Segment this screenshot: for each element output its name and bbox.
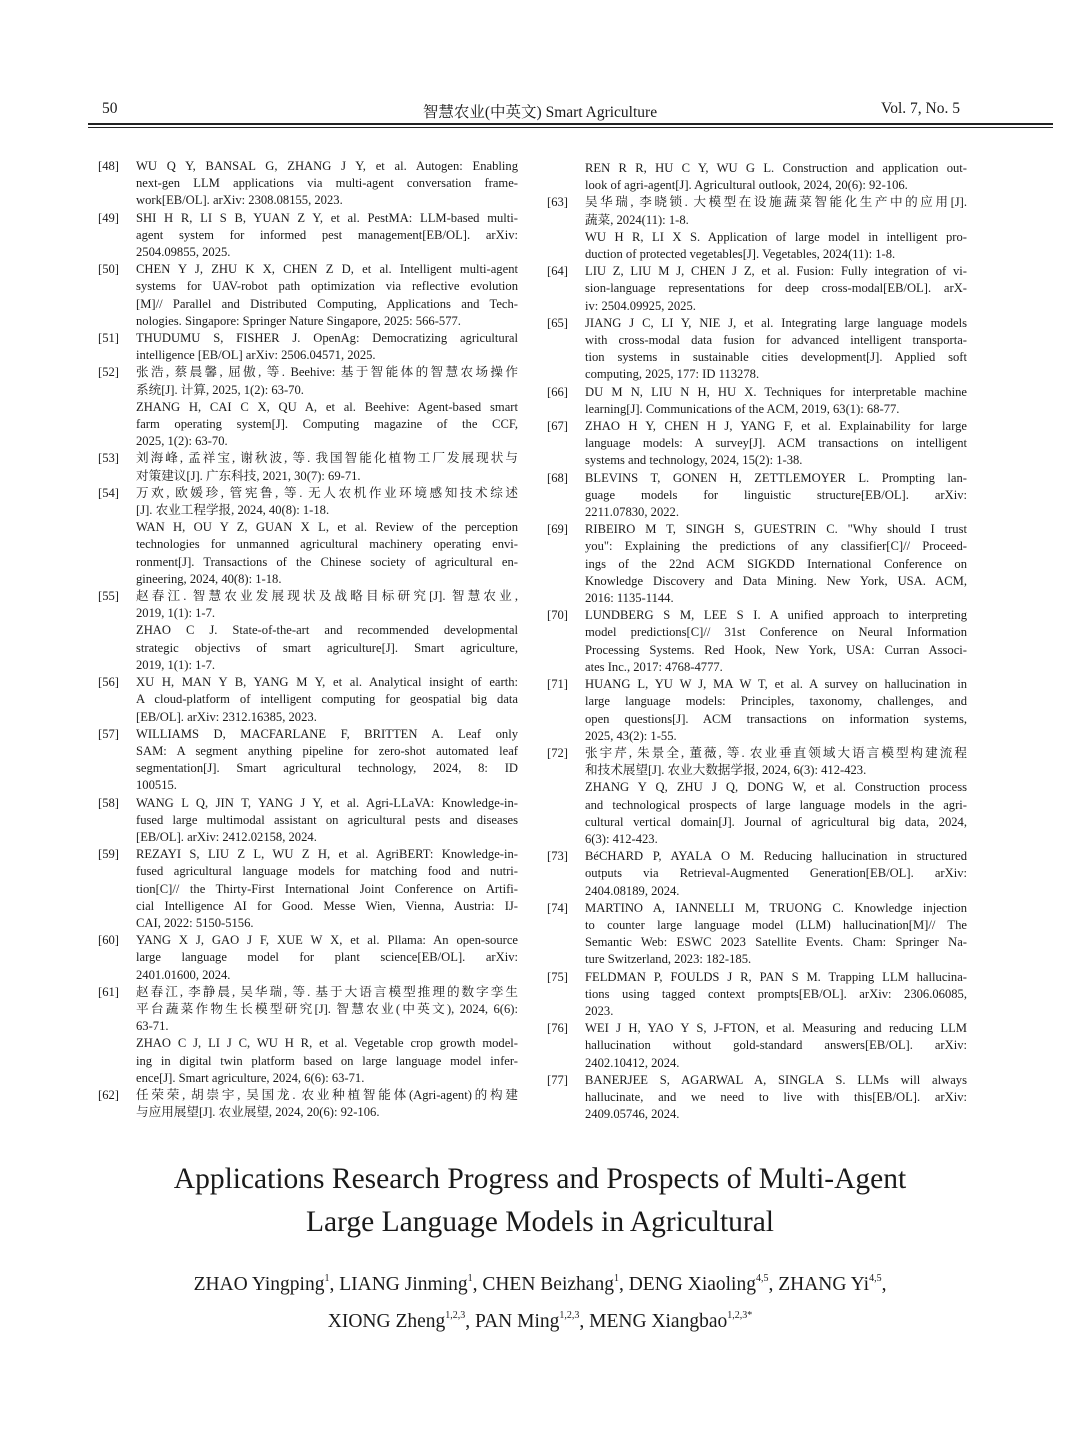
- reference-text: [585, 745, 967, 848]
- reference-line: MARTINO A, IANNELLI M, TRUONG C. Knowledge injection: [585, 900, 967, 915]
- reference-item: [98, 795, 518, 847]
- author-name: LIANG Jinming: [339, 1274, 468, 1295]
- reference-line: ings of the 22nd ACM SIGKDD International Conference on: [585, 556, 967, 571]
- reference-text: [585, 470, 967, 522]
- reference-number: [76]: [547, 1021, 568, 1036]
- reference-text: [585, 848, 967, 900]
- reference-line: systems for UAV-robot path optimization via reflective evolution: [136, 279, 518, 294]
- reference-line: work[EB/OL]. arXiv: 2308.08155, 2023.: [136, 193, 343, 208]
- reference-line: computing, 2025, 177: ID 113278.: [585, 367, 760, 382]
- reference-text: [585, 160, 967, 194]
- reference-line: fused agricultural language models for matching food and nutri-: [136, 864, 518, 879]
- reference-line: 对策建议[J]. 广东科技, 2021, 30(7): 69-71.: [136, 468, 361, 483]
- reference-line: gineering, 2024, 40(8): 1-18.: [136, 571, 282, 586]
- reference-item: [547, 607, 967, 676]
- reference-text: [585, 607, 967, 676]
- reference-number: [55]: [98, 589, 119, 604]
- reference-item: [547, 263, 967, 315]
- reference-line: WANG L Q, JIN T, YANG J Y, et al. Agri-LLaVA: Knowledge-in-: [136, 795, 518, 810]
- reference-line: technologies for unmanned agricultural machinery operating envi-: [136, 537, 518, 552]
- reference-line: hallucinate, and we need to live with this[EB/OL]. arXiv:: [585, 1089, 967, 1104]
- reference-text: [136, 210, 518, 262]
- reference-line: large language model for plant science[EB/OL]. arXiv:: [136, 950, 518, 965]
- author-name: PAN Ming: [475, 1311, 560, 1332]
- reference-text: [585, 418, 967, 470]
- reference-line: ZHAO C J, LI J C, WU H R, et al. Vegetable crop growth model-: [136, 1036, 518, 1051]
- reference-number: [68]: [547, 470, 568, 485]
- reference-number: [67]: [547, 419, 568, 434]
- reference-line: BANERJEE S, AGARWAL A, SINGLA S. LLMs will always: [585, 1072, 967, 1087]
- reference-line: cial Intelligence AI for Good. Messe Wien, Vienna, Austria: IJ-: [136, 898, 518, 913]
- reference-line: FELDMAN P, FOULDS J R, PAN S M. Trapping LLM hallucina-: [585, 969, 967, 984]
- author-separator: ,: [618, 1274, 629, 1295]
- reference-line: SHI H R, LI S B, YUAN Z Y, et al. PestMA: LLM-based multi-: [136, 210, 518, 225]
- reference-line: WILLIAMS D, MACFARLANE F, BRITTEN A. Leaf only: [136, 726, 518, 741]
- reference-line: sion-language representations for deep cross-modal[EB/OL]. arX-: [585, 281, 967, 296]
- reference-line: farm operating system[J]. Computing magazine of the CCF,: [136, 417, 518, 432]
- author-line-2: [0, 1300, 1080, 1337]
- reference-text: [585, 194, 967, 263]
- references-right-column: [547, 160, 967, 1123]
- reference-line: 2025, 1(2): 63-70.: [136, 434, 228, 449]
- reference-item: [98, 726, 518, 795]
- reference-number: [74]: [547, 900, 568, 915]
- reference-item: [98, 588, 518, 674]
- reference-number: [50]: [98, 262, 119, 277]
- reference-item: [547, 1020, 967, 1072]
- reference-line: large language models: Principles, taxonomy, challenges, and: [585, 694, 967, 709]
- reference-text: [136, 1087, 518, 1121]
- reference-text: [585, 1020, 967, 1072]
- author-name: DENG Xiaoling: [628, 1274, 756, 1295]
- reference-line: 2401.01600, 2024.: [136, 967, 231, 982]
- reference-line: ZHANG Y Q, ZHU J Q, DONG W, et al. Construction process: [585, 780, 967, 795]
- reference-line: model predictions[C]// 31st Conference on Neural Information: [585, 625, 967, 640]
- reference-text: [136, 588, 518, 674]
- volume-issue: Vol. 7, No. 5: [881, 100, 960, 117]
- reference-item: [547, 160, 967, 194]
- reference-line: 蔬菜, 2024(11): 1-8.: [585, 212, 689, 227]
- reference-item: [98, 364, 518, 450]
- reference-line: to counter large language model (LLM) hallucination[M]// The: [585, 917, 967, 932]
- reference-line: WU H R, LI X S. Application of large model in intelligent pro-: [585, 229, 967, 244]
- reference-line: 2016: 1135-1144.: [585, 591, 674, 606]
- reference-number: [69]: [547, 522, 568, 537]
- reference-line: 100515.: [136, 778, 177, 793]
- reference-line: Semantic Web: ESWC 2023 Satellite Events. Cham: Springer Na-: [585, 935, 967, 950]
- page-number: 50: [102, 100, 118, 117]
- reference-item: [547, 521, 967, 607]
- reference-line: tion systems in sustainable cities development[J]. Applied soft: [585, 350, 967, 365]
- author-separator: ,: [579, 1311, 590, 1332]
- author-affiliation: 1: [324, 1273, 330, 1284]
- reference-item: [98, 846, 518, 932]
- reference-item: [98, 330, 518, 364]
- running-header: [0, 98, 1080, 122]
- reference-number: [53]: [98, 451, 119, 466]
- reference-item: [547, 194, 967, 263]
- header-rule-thick: [88, 123, 1053, 125]
- reference-item: [547, 384, 967, 418]
- reference-line: [EB/OL]. arXiv: 2312.16385, 2023.: [136, 709, 317, 724]
- reference-line: JIANG J C, LI Y, NIE J, et al. Integrating large language models: [585, 315, 967, 330]
- reference-line: 张宇芹, 朱景全, 董薇, 等. 农业垂直领域大语言模型构建流程: [585, 745, 967, 760]
- reference-text: [585, 315, 967, 384]
- reference-line: [J]. 农业工程学报, 2024, 40(8): 1-18.: [136, 503, 330, 518]
- author-separator: ,: [465, 1311, 476, 1332]
- reference-number: [52]: [98, 365, 119, 380]
- reference-item: [98, 450, 518, 484]
- reference-number: [73]: [547, 849, 568, 864]
- reference-text: [136, 932, 518, 984]
- reference-item: [547, 745, 967, 848]
- author-separator: ,: [472, 1274, 483, 1295]
- reference-line: learning[J]. Communications of the ACM, 2019, 63(1): 68-77.: [585, 401, 900, 416]
- reference-line: CAI, 2022: 5150-5156.: [136, 915, 254, 930]
- reference-item: [98, 158, 518, 210]
- reference-line: 张浩, 蔡晨馨, 屈傲, 等. Beehive: 基于智能体的智慧农场操作: [136, 365, 518, 380]
- reference-line: 2402.10412, 2024.: [585, 1055, 680, 1070]
- reference-item: [547, 900, 967, 969]
- reference-line: 2211.07830, 2022.: [585, 505, 679, 520]
- reference-line: next-gen LLM applications via multi-agent conversation frame-: [136, 176, 518, 191]
- reference-line: RIBEIRO M T, SINGH S, GUESTRIN C. "Why should I trust: [585, 522, 967, 537]
- reference-text: [585, 263, 967, 315]
- reference-number: [62]: [98, 1087, 119, 1102]
- reference-line: duction of protected vegetables[J]. Vegetables, 2024(11): 1-8.: [585, 247, 896, 262]
- reference-line: systems and technology, 2024, 15(2): 1-38.: [585, 453, 803, 468]
- reference-number: [58]: [98, 795, 119, 810]
- reference-line: WAN H, OU Y Z, GUAN X L, et al. Review of the perception: [136, 520, 518, 535]
- author-list: [0, 1263, 1080, 1337]
- reference-line: open questions[J]. ACM transactions on information systems,: [585, 711, 967, 726]
- reference-number: [61]: [98, 984, 119, 999]
- reference-line: 2019, 1(1): 1-7.: [136, 657, 216, 672]
- author-affiliation: 4,5: [869, 1273, 882, 1284]
- reference-line: WEI J H, YAO Y S, J-FTON, et al. Measuring and reducing LLM: [585, 1021, 967, 1036]
- reference-text: [585, 676, 967, 745]
- reference-line: 和技术展望[J]. 农业大数据学报, 2024, 6(3): 412-423.: [585, 763, 867, 778]
- reference-line: strategic objectivs of smart agriculture[J]. Smart agriculture,: [136, 640, 518, 655]
- reference-item: [98, 674, 518, 726]
- reference-text: [585, 900, 967, 969]
- reference-item: [98, 932, 518, 984]
- author-affiliation: 1: [467, 1273, 473, 1284]
- references-left-column: [98, 158, 518, 1121]
- reference-line: hallucination without gold-standard answers[EB/OL]. arXiv:: [585, 1038, 967, 1053]
- reference-line: 赵春江. 智慧农业发展现状及战略目标研究[J]. 智慧农业,: [136, 589, 518, 604]
- reference-line: 与应用展望[J]. 农业展望, 2024, 20(6): 92-106.: [136, 1105, 380, 1120]
- reference-line: 63-71.: [136, 1019, 169, 1034]
- reference-item: [547, 969, 967, 1021]
- reference-line: look of agri-agent[J]. Agricultural outlook, 2024, 20(6): 92-106.: [585, 178, 908, 193]
- reference-text: [136, 450, 518, 484]
- reference-line: Knowledge Discovery and Data Mining. New York, USA. ACM,: [585, 573, 967, 588]
- reference-line: SAM: A segment anything pipeline for zero-shot automated leaf: [136, 743, 518, 758]
- reference-text: [136, 158, 518, 210]
- reference-line: guage models for linguistic structure[EB/OL]. arXiv:: [585, 487, 967, 502]
- reference-text: [136, 261, 518, 330]
- reference-line: ture Switzerland, 2023: 182-185.: [585, 952, 752, 967]
- author-name: ZHAO Yingping: [193, 1274, 325, 1295]
- author-affiliation: 1,2,3: [445, 1310, 466, 1321]
- reference-text: [585, 1072, 967, 1124]
- reference-number: [63]: [547, 195, 568, 210]
- reference-line: ZHANG H, CAI C X, QU A, et al. Beehive: Agent-based smart: [136, 399, 518, 414]
- reference-number: [48]: [98, 159, 119, 173]
- reference-text: [136, 795, 518, 847]
- reference-line: 2023.: [585, 1003, 614, 1018]
- reference-line: fused large multimodal assistant on agricultural pests and diseases: [136, 812, 518, 827]
- author-affiliation: 4,5: [755, 1273, 769, 1284]
- author-separator: ,: [329, 1274, 340, 1295]
- reference-line: cultural vertical domain[J]. Journal of agricultural big data, 2024,: [585, 814, 967, 829]
- reference-line: ronment[J]. Transactions of the Chinese society of agricultural en-: [136, 554, 518, 569]
- reference-item: [547, 676, 967, 745]
- author-name: MENG Xiangbao: [589, 1311, 728, 1332]
- reference-item: [98, 261, 518, 330]
- reference-number: [56]: [98, 675, 119, 690]
- reference-line: THUDUMU S, FISHER J. OpenAg: Democratizing agricultural: [136, 331, 518, 346]
- author-affiliation: 1,2,3*: [727, 1310, 753, 1321]
- reference-item: [98, 210, 518, 262]
- reference-line: HUANG L, YU W J, MA W T, et al. A survey on hallucination in: [585, 677, 967, 692]
- reference-line: agent system for informed pest management[EB/OL]. arXiv:: [136, 227, 518, 242]
- reference-line: DU M N, LIU N H, HU X. Techniques for interpretable machine: [585, 384, 967, 399]
- author-affiliation: 1,2,3: [559, 1310, 580, 1321]
- reference-line: [EB/OL]. arXiv: 2412.02158, 2024.: [136, 829, 317, 844]
- reference-number: [51]: [98, 331, 119, 346]
- reference-text: [136, 330, 518, 364]
- reference-text: [136, 485, 518, 588]
- reference-line: and technological prospects of large language models in the agri-: [585, 797, 967, 812]
- author-separator: ,: [881, 1274, 887, 1295]
- reference-item: [98, 485, 518, 588]
- paper-title-line-2: Large Language Models in Agricultural: [305, 1206, 775, 1238]
- reference-text: [136, 846, 518, 932]
- paper-title: [0, 1158, 1080, 1244]
- reference-line: 刘海峰, 孟祥宝, 谢秋波, 等. 我国智能化植物工厂发展现状与: [136, 451, 518, 466]
- reference-line: A cloud-platform of intelligent computing for geospatial big data: [136, 692, 518, 707]
- reference-line: BLEVINS T, GONEN H, ZETTLEMOYER L. Prompting lan-: [585, 470, 967, 485]
- reference-text: [585, 384, 967, 418]
- reference-number: [49]: [98, 210, 119, 225]
- reference-line: language models: A survey[J]. ACM transactions on intelligent: [585, 436, 967, 451]
- reference-item: [547, 848, 967, 900]
- reference-line: tion[C]// the Thirty-First International Joint Conference on Artifi-: [136, 881, 518, 896]
- reference-line: tions using tagged context prompts[EB/OL]. arXiv: 2306.06085,: [585, 986, 967, 1001]
- paper-title-line-1: Applications Research Progress and Prospects of Multi-Agent: [173, 1163, 907, 1195]
- reference-text: [585, 969, 967, 1021]
- reference-number: [59]: [98, 847, 119, 862]
- reference-number: [72]: [547, 745, 568, 760]
- reference-item: [547, 1072, 967, 1124]
- reference-number: [547, 160, 585, 194]
- author-separator: ,: [768, 1274, 779, 1295]
- reference-line: 2404.08189, 2024.: [585, 883, 680, 898]
- reference-line: segmentation[J]. Smart agricultural technology, 2024, 8: ID: [136, 761, 518, 776]
- reference-line: ing in digital twin platform based on large language model infer-: [136, 1053, 518, 1068]
- author-name: ZHANG Yi: [778, 1274, 870, 1295]
- reference-number: [54]: [98, 485, 119, 500]
- reference-line: with cross-modal data fusion for advanced intelligent transporta-: [585, 333, 967, 348]
- reference-number: [71]: [547, 677, 568, 692]
- reference-text: [136, 674, 518, 726]
- reference-line: you": Explaining the predictions of any classifier[C]// Proceed-: [585, 539, 967, 554]
- reference-line: ZHAO C J. State-of-the-art and recommended developmental: [136, 623, 518, 638]
- reference-line: intelligence [EB/OL] arXiv: 2506.04571, 2025.: [136, 348, 376, 363]
- reference-number: [57]: [98, 726, 119, 741]
- reference-item: [547, 470, 967, 522]
- reference-line: ates Inc., 2017: 4768-4777.: [585, 659, 723, 674]
- reference-line: 系统[J]. 计算, 2025, 1(2): 63-70.: [136, 382, 304, 397]
- reference-line: 万欢, 欧媛珍, 管宪鲁, 等. 无人农机作业环境感知技术综述: [136, 485, 518, 500]
- author-line-1: [0, 1263, 1080, 1300]
- author-name: XIONG Zheng: [327, 1311, 446, 1332]
- reference-line: outputs via Retrieval-Augmented Generation[EB/OL]. arXiv:: [585, 866, 967, 881]
- journal-name: 智慧农业(中英文) Smart Agriculture: [422, 104, 658, 121]
- reference-number: [64]: [547, 264, 568, 279]
- reference-number: [70]: [547, 608, 568, 623]
- reference-line: 2409.05746, 2024.: [585, 1107, 680, 1122]
- reference-line: ZHAO H Y, CHEN H J, YANG F, et al. Explainability for large: [585, 419, 967, 434]
- reference-line: ence[J]. Smart agriculture, 2024, 6(6): 63-71.: [136, 1070, 365, 1085]
- header-rule-thin: [88, 127, 1053, 128]
- reference-line: BéCHARD P, AYALA O M. Reducing hallucination in structured: [585, 849, 967, 864]
- reference-line: LUNDBERG S M, LEE S I. A unified approach to interpreting: [585, 608, 967, 623]
- reference-line: LIU Z, LIU M J, CHEN J Z, et al. Fusion: Fully integration of vi-: [585, 264, 967, 279]
- reference-line: XU H, MAN Y B, YANG M Y, et al. Analytical insight of earth:: [136, 675, 518, 690]
- reference-line: 6(3): 412-423.: [585, 831, 658, 846]
- author-affiliation: 1: [613, 1273, 619, 1284]
- reference-line: 2025, 43(2): 1-55.: [585, 728, 677, 743]
- reference-line: 任荣荣, 胡崇宇, 吴国龙. 农业种植智能体(Agri-agent)的构建: [136, 1087, 518, 1102]
- reference-number: [60]: [98, 933, 119, 948]
- reference-number: [65]: [547, 315, 568, 330]
- reference-line: 2504.09855, 2025.: [136, 245, 231, 260]
- reference-line: REN R R, HU C Y, WU G L. Construction and application out-: [585, 161, 967, 175]
- reference-number: [77]: [547, 1072, 568, 1087]
- reference-text: [136, 726, 518, 795]
- reference-line: 吴华瑞, 李晓锁. 大模型在设施蔬菜智能化生产中的应用[J].: [585, 195, 967, 210]
- reference-number: [66]: [547, 384, 568, 399]
- reference-line: nologies. Singapore: Springer Nature Singapore, 2025: 566-577.: [136, 313, 461, 328]
- reference-line: WU Q Y, BANSAL G, ZHANG J Y, et al. Autogen: Enabling: [136, 159, 518, 173]
- reference-line: iv: 2504.09925, 2025.: [585, 298, 696, 313]
- reference-line: REZAYI S, LIU Z L, WU Z H, et al. AgriBERT: Knowledge-in-: [136, 847, 518, 862]
- reference-item: [547, 315, 967, 384]
- reference-line: CHEN Y J, ZHU K X, CHEN Z D, et al. Intelligent multi-agent: [136, 262, 518, 277]
- author-name: CHEN Beizhang: [482, 1274, 614, 1295]
- reference-line: 赵春江, 李静晨, 吴华瑞, 等. 基于大语言模型推理的数字孪生: [136, 984, 518, 999]
- reference-number: [75]: [547, 969, 568, 984]
- reference-text: [585, 521, 967, 607]
- reference-item: [98, 1087, 518, 1121]
- reference-line: YANG X J, GAO J F, XUE W X, et al. Pllama: An open-source: [136, 933, 518, 948]
- reference-item: [98, 984, 518, 1087]
- reference-line: 平台蔬菜作物生长模型研究[J]. 智慧农业(中英文), 2024, 6(6):: [136, 1001, 518, 1016]
- reference-text: [136, 984, 518, 1087]
- reference-line: [M]// Parallel and Distributed Computing, Applications and Tech-: [136, 296, 518, 311]
- reference-text: [136, 364, 518, 450]
- reference-line: Processing Systems. Red Hook, New York, USA: Curran Associ-: [585, 642, 967, 657]
- reference-item: [547, 418, 967, 470]
- reference-line: 2019, 1(1): 1-7.: [136, 606, 216, 621]
